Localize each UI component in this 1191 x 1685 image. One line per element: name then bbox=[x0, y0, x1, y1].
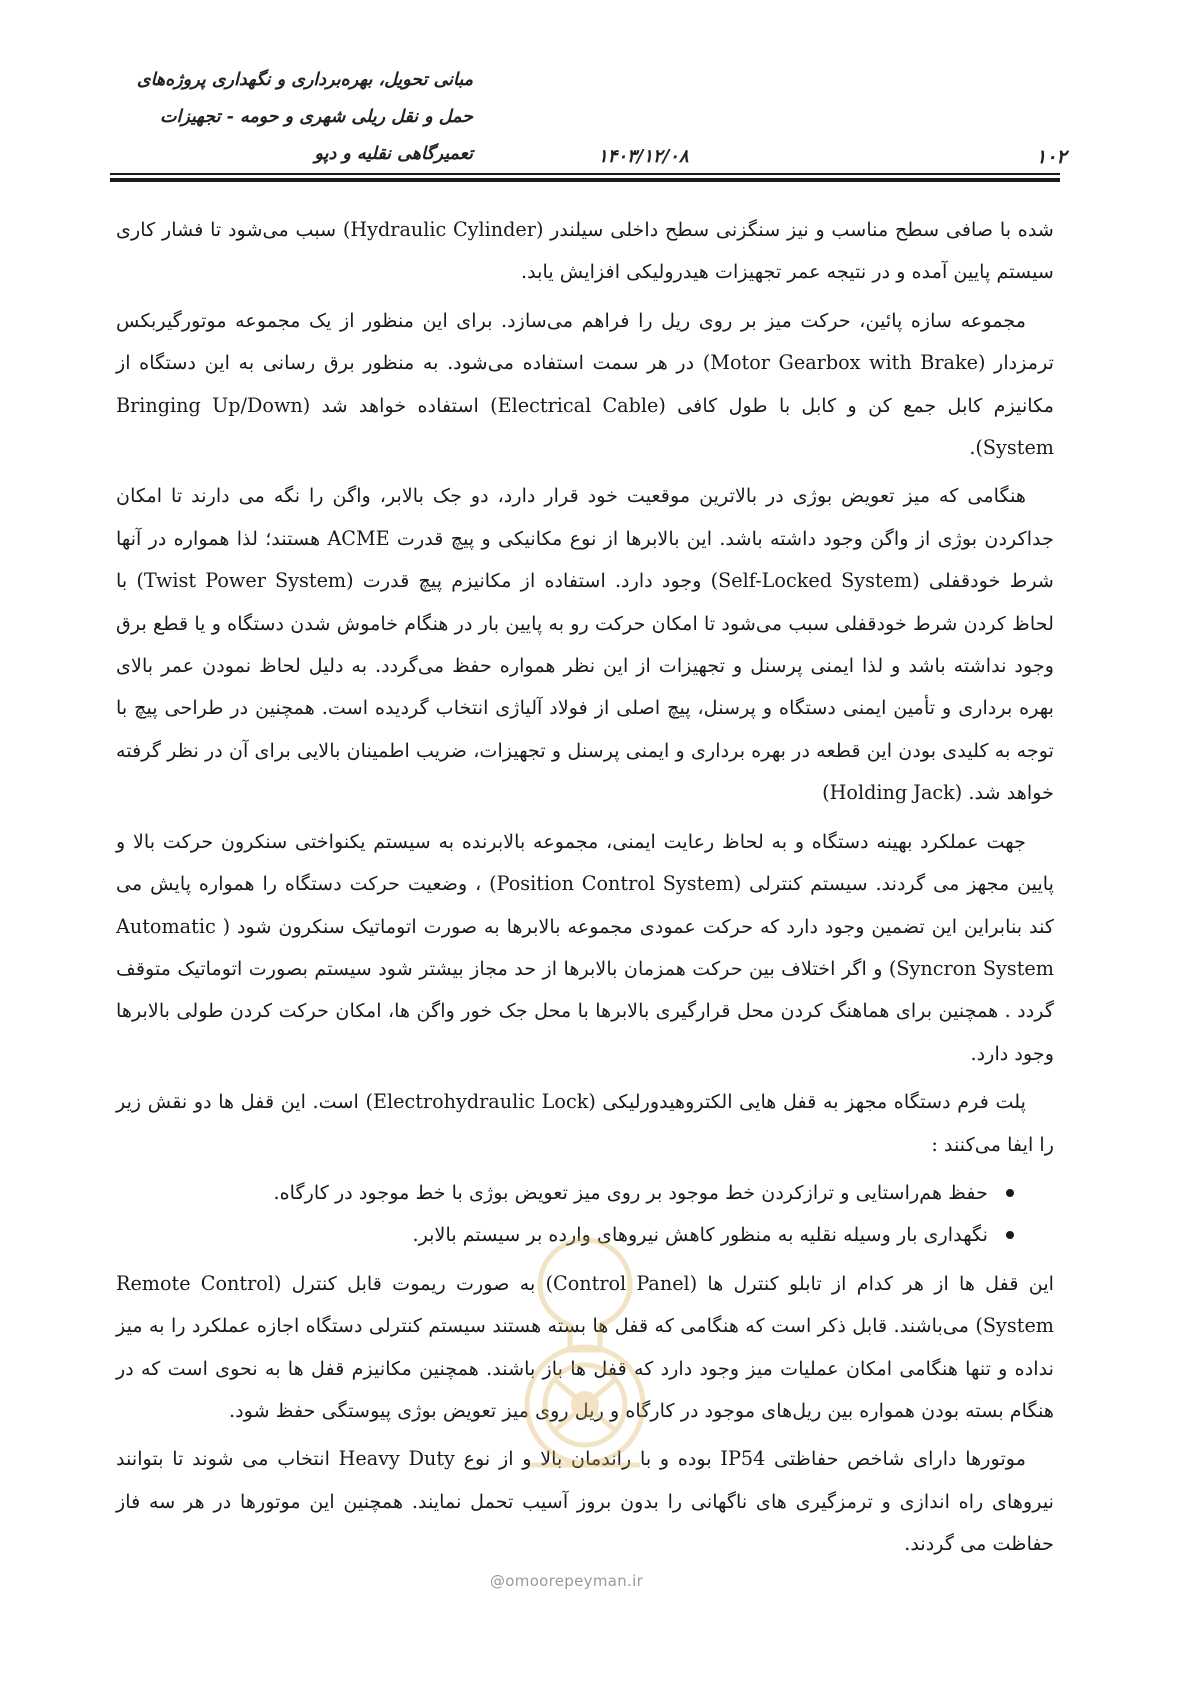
header-title bbox=[33, 62, 473, 173]
header-title-line-1: مبانی تحویل، بهره‌برداری و نگهداری پروژه‌های bbox=[136, 70, 473, 90]
paragraph-6: این قفل ها از هر کدام از تابلو کنترل ها (Control Panel) به صورت ریموت قابل کنترل (Remote Control System) می‌باشند. قابل ذکر است که هنگامی که قفل ها بسته هستند سیستم کنترلی دستگاه اجازه عملکرد را به میز نداده و تنها هنگامی امکان عملیات میز وجود دارد که قفل ها باز باشند. همچنین مکانیزم قفل ها به نحوی است که در هنگام بسته بودن همواره بین ریل‌های موجود در کارگاه و ریل روی میز تعویض بوژی پیوستگی حفظ شود. bbox=[116, 1271, 1054, 1422]
paragraph-1: شده با صافی سطح مناسب و نیز سنگزنی سطح داخلی سیلندر (Hydraulic Cylinder) سبب می‌شود تا فشار کاری سیستم پایین آمده و در نتیجه عمر تجهیزات هیدرولیکی افزایش یابد. bbox=[116, 218, 1054, 284]
body-text bbox=[116, 209, 1054, 1572]
watermark-site: @omoorepeyman.ir bbox=[490, 1572, 644, 1590]
bullet-text-1: حفظ هم‌راستایی و ترازکردن خط موجود بر روی میز تعویض بوژی با خط موجود در کارگاه. bbox=[273, 1180, 988, 1204]
bullet-item-1 bbox=[116, 1172, 1018, 1214]
header-title-line-2: حمل و نقل ریلی شهری و حومه - تجهیزات bbox=[160, 107, 473, 127]
paragraph-5: پلت فرم دستگاه مجهز به قفل هایی الکتروهیدورلیکی (Electrohydraulic Lock) است. این قفل ها دو نقش زیر را ایفا می‌کنند : bbox=[116, 1090, 1054, 1156]
bullet-item-2 bbox=[116, 1214, 1018, 1256]
header-title-line-3: تعمیرگاهی نقلیه و دپو bbox=[314, 144, 473, 164]
header-divider-thick bbox=[110, 178, 1060, 182]
paragraph-3: هنگامی که میز تعویض بوژی در بالاترین موقعیت خود قرار دارد، دو جک بالابر، واگن را نگه می دارند تا امکان جداکردن بوژی از واگن وجود داشته باشد. این بالابرها از نوع مکانیکی و پیچ قدرت ACME هستند؛ لذا همواره در آنها شرط خودقفلی (Self-Locked System) وجود دارد. استفاده از مکانیزم پیچ قدرت (Twist Power System) با لحاظ کردن شرط خودقفلی سبب می‌شود تا امکان حرکت رو به پایین بار در هنگام خاموش شدن دستگاه و یا قطع برق وجود نداشته باشد و لذا ایمنی پرسنل و تجهیزات از این نظر همواره حفظ می‌گردد. به دلیل لحاظ نمودن عمر بالای بهره برداری و تأمین ایمنی دستگاه و پرسنل، پیچ اصلی از فولاد آلیاژی انتخاب گردیده است. همچنین در طراحی پیچ با توجه به کلیدی بودن این قطعه در بهره برداری و ایمنی پرسنل و تجهیزات، ضریب اطمینان بالایی برای آن در نظر گرفته خواهد شد. (Holding Jack) bbox=[116, 484, 1055, 805]
bullet-list bbox=[116, 1172, 1054, 1257]
bullet-dot-icon bbox=[1006, 1189, 1014, 1197]
header-date: ۱۴۰۳/۱۲/۰۸ bbox=[598, 146, 689, 167]
paragraph-4: جهت عملکرد بهینه دستگاه و به لحاظ رعایت ایمنی، مجموعه بالابرنده به سیستم یکنواختی سنکرون حرکت بالا و پایین مجهز می گردند. سیستم کنترلی (Position Control System) ، وضعیت حرکت دستگاه را همواره پایش می کند بنابراین این تضمین وجود دارد که حرکت عمودی مجموعه بالابرها به صورت اتوماتیک سنکرون شود ( Automatic Syncron System) و اگر اختلاف بین حرکت همزمان بالابرها از حد مجاز بیشتر شود سیستم بصورت اتوماتیک متوقف گردد . همچنین برای هماهنگ کردن محل قرارگیری بالابرها با محل جک خور واگن ها، امکان حرکت کردن طولی بالابرها وجود دارد. bbox=[116, 829, 1054, 1065]
paragraph-7: موتورها دارای شاخص حفاظتی IP54 بوده و با راندمان بالا و از نوع Heavy Duty انتخاب می شوند تا بتوانند نیروهای راه اندازی و ترمزگیری های ناگهانی را بدون بروز آسیب تحمل نمایند. همچنین این موتورها در هر سه فاز حفاظت می گردند. bbox=[116, 1447, 1054, 1556]
bullet-text-2: نگهداری بار وسیله نقلیه به منظور کاهش نیروهای وارده بر سیستم بالابر. bbox=[412, 1223, 988, 1247]
page-number: ۱۰۲ bbox=[1036, 146, 1067, 168]
paragraph-2: مجموعه سازه پائین، حرکت میز بر روی ریل را فراهم می‌سازد. برای این منظور از یک مجموعه موتورگیربکس ترمزدار (Motor Gearbox with Brake) در هر سمت استفاده می‌شود. به منظور برق رسانی به این دستگاه از مکانیزم کابل جمع کن و کابل با طول کافی (Electrical Cable) استفاده خواهد شد (Bringing Up/Down System). bbox=[116, 308, 1055, 460]
header-divider-thin bbox=[110, 173, 1060, 175]
bullet-dot-icon bbox=[1006, 1231, 1014, 1239]
